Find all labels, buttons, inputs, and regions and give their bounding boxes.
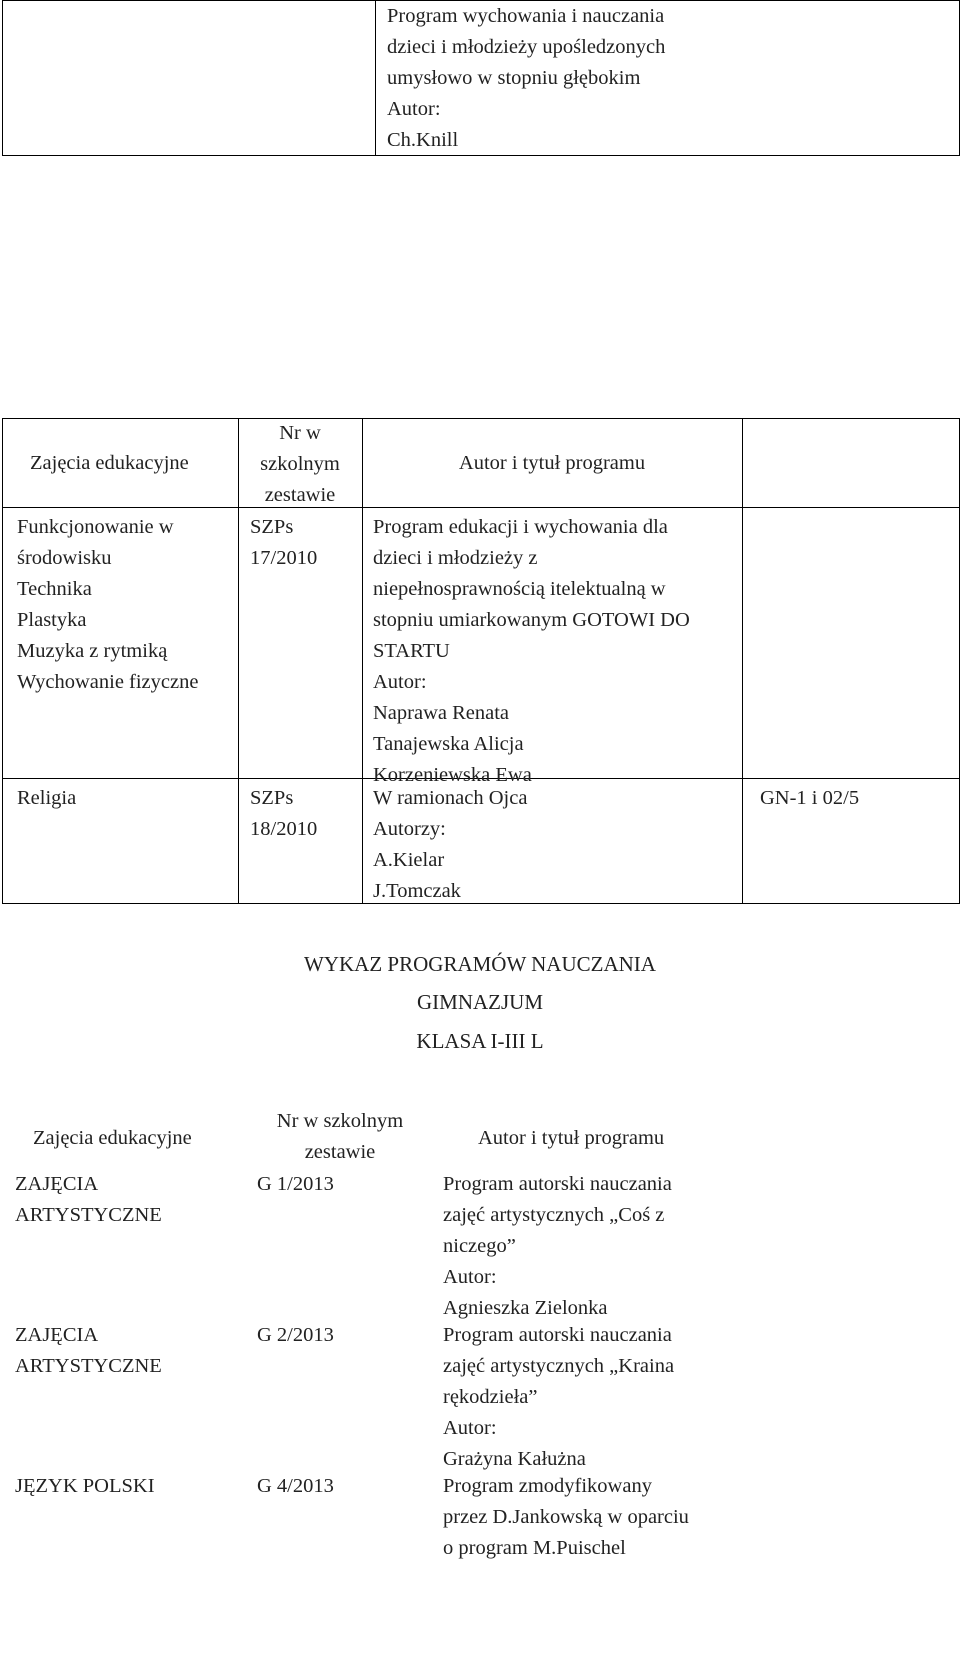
sp-table-border-top [2, 418, 960, 419]
gim-header-number-line: Nr w szkolnym [276, 1110, 404, 1132]
number-line: 17/2010 [250, 547, 318, 569]
program-line: Autorzy: [373, 818, 446, 840]
subject-line: Technika [17, 578, 92, 600]
number-line: SZPs [250, 516, 294, 538]
program-line: niczego” [443, 1235, 516, 1257]
sp-header-number-line: zestawie [264, 484, 336, 506]
gim-header-number-line: zestawie [304, 1141, 376, 1163]
program-line: Program autorski nauczania [443, 1324, 672, 1346]
sp-header-subject: Zajęcia edukacyjne [30, 452, 189, 474]
subject-line: ZAJĘCIA [15, 1324, 99, 1346]
gim-row-2-program [443, 1320, 674, 1475]
program-line: Korzeniewska Ewa [373, 764, 532, 786]
sp-header-number [238, 418, 362, 511]
section-gim-heading-2: GIMNAZJUM [417, 990, 543, 1014]
program-line: Agnieszka Zielonka [443, 1297, 608, 1319]
program-line: J.Tomczak [373, 880, 461, 902]
subject-line: ARTYSTYCZNE [15, 1204, 162, 1226]
sp-header-number-line: Nr w [279, 422, 321, 444]
subject-line: Plastyka [17, 609, 87, 631]
program-line: stopniu umiarkowanym GOTOWI DO [373, 609, 690, 631]
subject-line: JĘZYK POLSKI [15, 1475, 155, 1497]
sp-row-1-number [250, 512, 317, 574]
section-gim-heading-1: WYKAZ PROGRAMÓW NAUCZANIA [304, 952, 656, 976]
program-line: Tanajewska Alicja [373, 733, 524, 755]
program-line: rękodzieła” [443, 1386, 538, 1408]
gim-header-program: Autor i tytuł programu [478, 1127, 665, 1149]
gim-header-number [255, 1106, 425, 1168]
program-line: Program zmodyfikowany [443, 1475, 652, 1497]
program-line: przez D.Jankowską w oparciu [443, 1506, 689, 1528]
top-program-line: umysłowo w stopniu głębokim [387, 67, 641, 89]
subject-line: ARTYSTYCZNE [15, 1355, 162, 1377]
program-line: Program autorski nauczania [443, 1173, 672, 1195]
gim-row-1-number: G 1/2013 [257, 1173, 334, 1195]
gim-header-subject: Zajęcia edukacyjne [33, 1127, 192, 1149]
subject-line: Muzyka z rytmiką [17, 640, 168, 662]
gim-row-3-program [443, 1471, 689, 1564]
gim-row-2-subjects [15, 1320, 162, 1382]
gim-row-3-number: G 4/2013 [257, 1475, 334, 1497]
top-program-line: Autor: [387, 98, 441, 120]
top-program-cell [387, 1, 665, 156]
sp-row-2-subjects [17, 783, 76, 814]
sp-row-1-program [373, 512, 690, 791]
sp-row-2-extra-code: GN-1 i 02/5 [760, 787, 860, 809]
number-line: 18/2010 [250, 818, 318, 840]
gim-row-1-program [443, 1169, 672, 1324]
program-line: Autor: [443, 1266, 497, 1288]
program-line: A.Kielar [373, 849, 445, 871]
gim-row-2-number: G 2/2013 [257, 1324, 334, 1346]
subject-line: Funkcjonowanie w [17, 516, 174, 538]
subject-line: ZAJĘCIA [15, 1173, 99, 1195]
program-line: dzieci i młodzieży z [373, 547, 538, 569]
program-line: zajęć artystycznych „Coś z [443, 1204, 665, 1226]
gim-row-3-subjects [15, 1471, 155, 1502]
top-table-divider [375, 0, 376, 156]
sp-header-program: Autor i tytuł programu [458, 452, 646, 474]
program-line: Autor: [443, 1417, 497, 1439]
top-table-border-left [2, 0, 3, 156]
program-line: STARTU [373, 640, 450, 662]
program-line: Grażyna Kałużna [443, 1448, 586, 1470]
sp-row-2-number [250, 783, 317, 845]
gim-row-1-subjects [15, 1169, 162, 1231]
sp-header-number-line: szkolnym [260, 453, 340, 475]
top-program-line: Ch.Knill [387, 129, 459, 151]
program-line: Program edukacji i wychowania dla [373, 516, 668, 538]
subject-line: Wychowanie fizyczne [17, 671, 199, 693]
top-program-line: dzieci i młodzieży upośledzonych [387, 36, 666, 58]
sp-row-2-program [373, 783, 527, 907]
sp-table-col-divider [362, 418, 363, 904]
program-line: zajęć artystycznych „Kraina [443, 1355, 675, 1377]
program-line: Naprawa Renata [373, 702, 510, 724]
sp-table-border-left [2, 418, 3, 904]
top-program-line: Program wychowania i nauczania [387, 5, 665, 27]
sp-row-1-subjects [17, 512, 198, 698]
program-line: W ramionach Ojca [373, 787, 528, 809]
number-line: SZPs [250, 787, 294, 809]
sp-table-header-border [2, 507, 960, 508]
section-gim-heading-3: KLASA I-III L [416, 1029, 544, 1053]
subject-line: środowisku [17, 547, 112, 569]
subject-line: Religia [17, 787, 77, 809]
program-line: o program M.Puischel [443, 1537, 626, 1559]
sp-table-col-divider [742, 418, 743, 904]
program-line: Autor: [373, 671, 427, 693]
program-line: niepełnosprawnością itelektualną w [373, 578, 666, 600]
